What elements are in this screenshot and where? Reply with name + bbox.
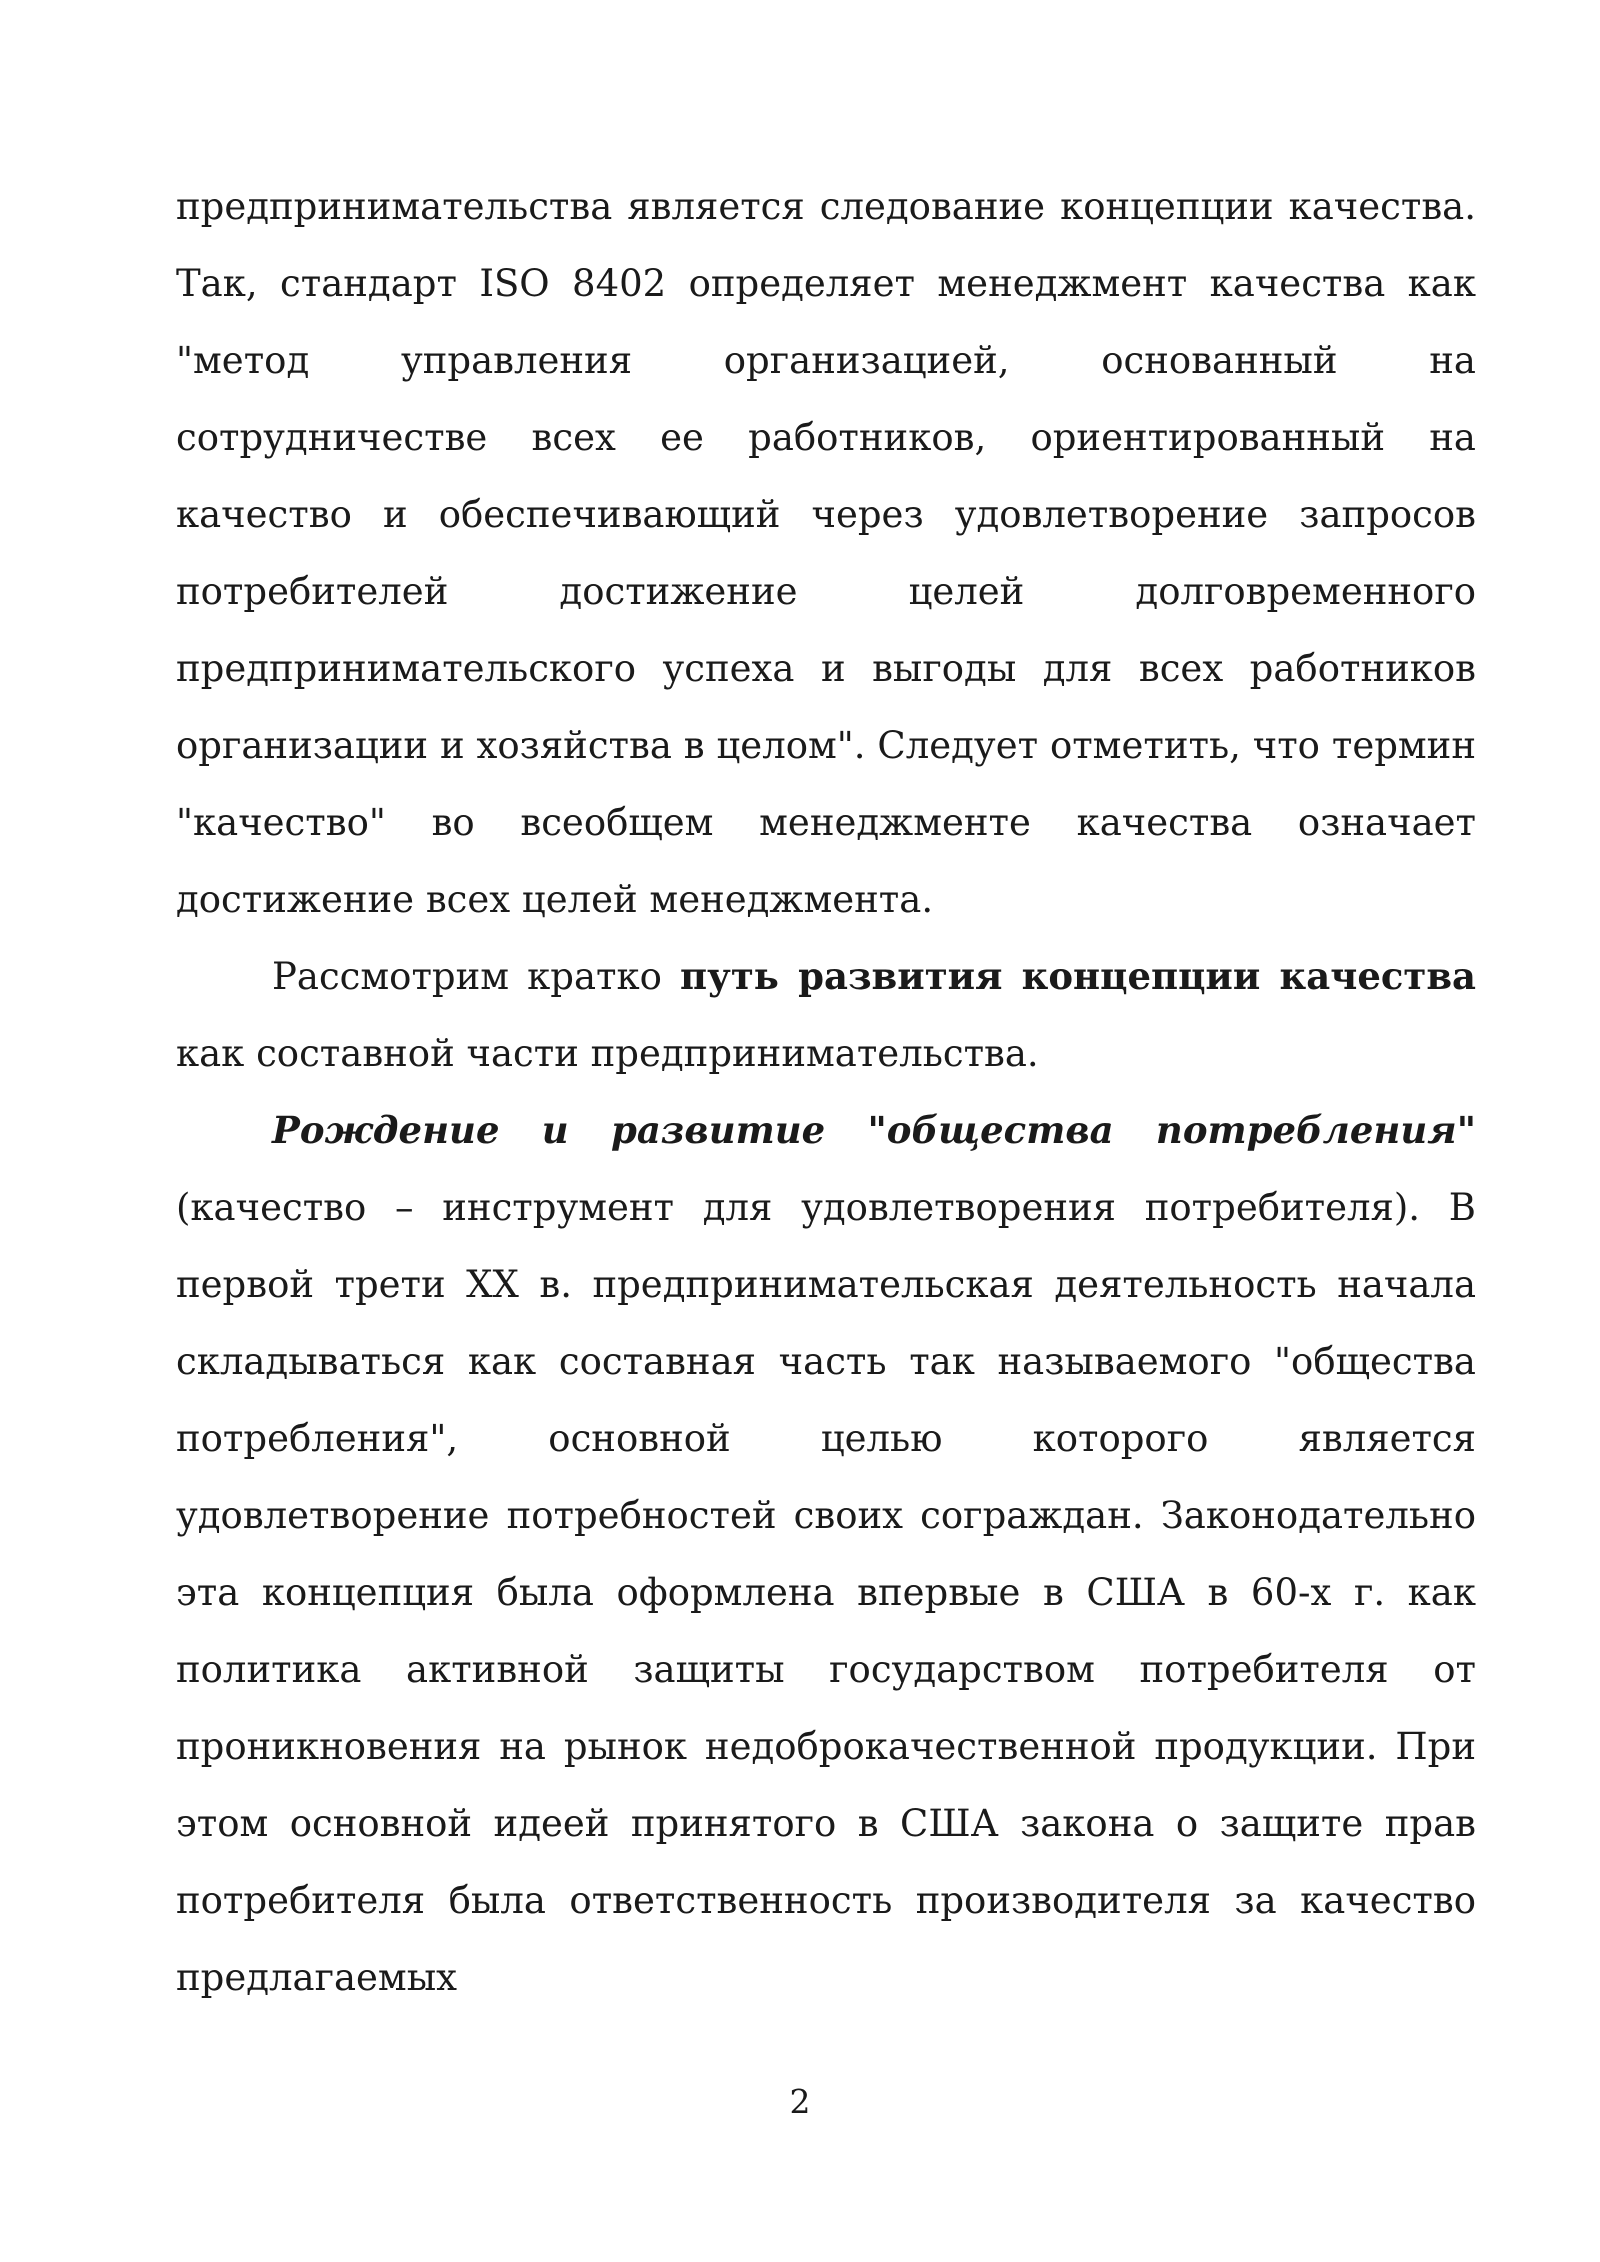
paragraph-quality-definition-text: предпринимательства является следование концепции качества. Так, стандарт ISO 8402 определяет менеджмент качества как "метод управления организацией, основанный на сотрудничестве всех ее работников, ориентированный на качество и обеспечивающий через удовлетворение запросов потребителей достижение целей долговременного предпринимательского успеха и выгоды для всех работников организации и хозяйства в целом". Следует отметить, что термин "качество" во всеобщем менеджменте качества означает достижение всех целей менеджмента. (176, 185, 1476, 921)
bold-phrase-concept-path: путь развития концепции качества (680, 954, 1477, 998)
paragraph-quality-concept-path-intro: Рассмотрим кратко (272, 955, 681, 998)
page-number: 2 (789, 2082, 811, 2121)
section-heading-consumer-society: Рождение и развитие "общества потребления" (272, 1108, 1476, 1152)
paragraph-quality-definition (176, 168, 1476, 938)
paragraph-quality-concept-path-rest: как составной части предпринимательства. (176, 1032, 1039, 1075)
document-page (176, 168, 1476, 2016)
paragraph-quality-concept-path (176, 938, 1476, 1092)
paragraph-consumer-society-text: (качество – инструмент для удовлетворения потребителя). В первой трети XX в. предпринимательская деятельность начала складываться как составная часть так называемого "общества потребления", основной целью которого является удовлетворение потребностей своих сограждан. Законодательно эта концепция была оформлена впервые в США в 60-х г. как политика активной защиты государством потребителя от проникновения на рынок недоброкачественной продукции. При этом основной идеей принятого в США закона о защите прав потребителя была ответственность производителя за качество предлагаемых (176, 1186, 1476, 1999)
paragraph-consumer-society (176, 1092, 1476, 2016)
